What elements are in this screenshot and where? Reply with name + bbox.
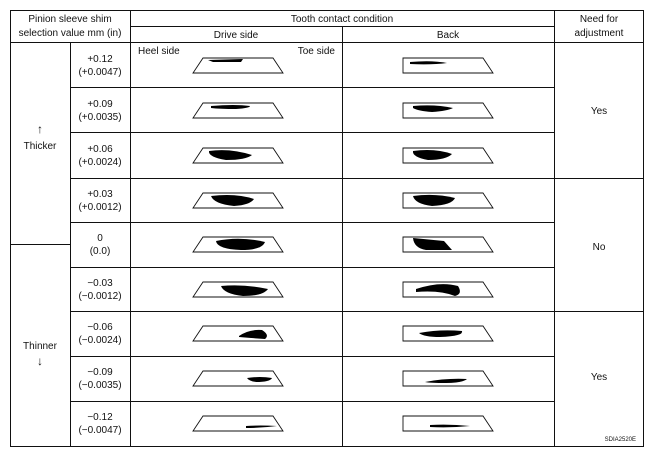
shim-value-in-6: (−0.0012) [78, 291, 122, 302]
shim-header-line1: Pinion sleeve shim [28, 14, 112, 25]
shim-header-line2: selection value mm (in) [18, 28, 122, 39]
toe-side-label: Toe side [297, 46, 335, 57]
contact-pattern-back-8 [425, 379, 467, 383]
contact-pattern-back-1 [410, 61, 447, 64]
contact-pattern-drive-3 [209, 150, 252, 160]
contact-pattern-back-6 [416, 284, 460, 296]
tooth-outline-back-8 [403, 371, 493, 386]
tooth-outline-drive-7 [193, 326, 283, 341]
contact-pattern-drive-8 [247, 377, 272, 382]
shim-value-in-5: (0.0) [89, 246, 111, 257]
contact-pattern-back-2 [413, 105, 453, 112]
shim-value-in-8: (−0.0035) [78, 380, 122, 391]
shim-values [78, 54, 121, 436]
contact-pattern-back-7 [419, 330, 462, 337]
shim-value-mm-8: −0.09 [87, 367, 113, 378]
contact-patterns [208, 59, 470, 428]
shim-value-in-2: (+0.0035) [78, 112, 122, 123]
contact-pattern-drive-1 [208, 59, 243, 62]
need-adjustment-line1: Need for [579, 14, 619, 25]
down-arrow-icon: ↓ [37, 354, 43, 368]
shim-value-mm-5: 0 [97, 233, 103, 244]
figure-code: SDIA2520E [604, 437, 636, 443]
shim-value-in-7: (−0.0024) [78, 335, 122, 346]
shim-value-mm-6: −0.03 [87, 278, 113, 289]
contact-pattern-drive-6 [221, 285, 268, 296]
contact-pattern-drive-7 [239, 330, 267, 339]
contact-pattern-back-4 [413, 195, 455, 206]
contact-pattern-back-3 [413, 150, 452, 160]
contact-pattern-back-9 [430, 425, 470, 428]
shim-value-mm-3: +0.06 [87, 144, 113, 155]
tooth-contact-header: Tooth contact condition [290, 14, 394, 25]
shim-value-in-9: (−0.0047) [78, 425, 122, 436]
tooth-outline-back-1 [403, 58, 493, 73]
tooth-outline-back-9 [403, 416, 493, 431]
shim-value-mm-1: +0.12 [87, 54, 113, 65]
up-arrow-icon: ↑ [37, 122, 43, 136]
adjustment-yes-top: Yes [590, 106, 608, 117]
contact-pattern-back-5 [413, 238, 452, 250]
shim-value-in-4: (+0.0012) [78, 202, 122, 213]
tooth-outline-drive-9 [193, 416, 283, 431]
contact-pattern-drive-4 [211, 195, 254, 206]
shim-value-mm-4: +0.03 [87, 189, 113, 200]
contact-pattern-drive-5 [216, 239, 265, 250]
tooth-outline-back-2 [403, 103, 493, 118]
back-header: Back [436, 30, 460, 41]
shim-value-in-3: (+0.0024) [78, 157, 122, 168]
contact-pattern-drive-9 [246, 426, 277, 429]
shim-value-mm-7: −0.06 [87, 322, 113, 333]
drive-side-header: Drive side [213, 30, 259, 41]
adjustment-yes-bottom: Yes [590, 372, 608, 383]
shim-value-in-1: (+0.0047) [78, 67, 122, 78]
need-adjustment-line2: adjustment [574, 28, 624, 39]
shim-value-mm-9: −0.12 [87, 412, 113, 423]
thicker-label: Thicker [23, 141, 57, 152]
heel-side-label: Heel side [138, 46, 180, 57]
thinner-label: Thinner [23, 341, 57, 352]
contact-pattern-drive-2 [211, 105, 250, 109]
adjustment-no: No [592, 242, 606, 253]
shim-value-mm-2: +0.09 [87, 99, 113, 110]
